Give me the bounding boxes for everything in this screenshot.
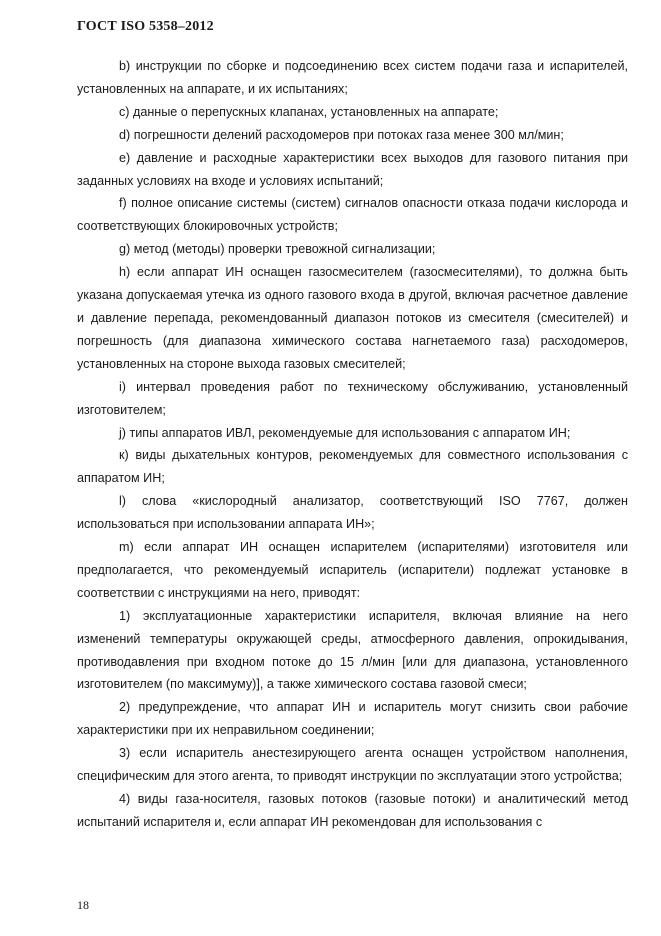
list-item-m: m) если аппарат ИН оснащен испарителем (испарителями) изготовителя или предполагается, что рекомендуемый испаритель (испарители) подлежат установке в соответствии с инструкциями на него, приводят: xyxy=(77,540,628,600)
sub-item-2: 2) предупреждение, что аппарат ИН и испаритель могут снизить свои рабочие характеристики при их неправильном соединении; xyxy=(77,700,628,738)
list-item-i: i) интервал проведения работ по техническому обслуживанию, установленный изготовителем; xyxy=(77,379,628,417)
sub-item-4: 4) виды газа-носителя, газовых потоков (газовые потоки) и аналитический метод испытаний испарителя и, если аппарат ИН рекомендован для использования с xyxy=(77,792,628,829)
list-item-l: l) слова «кислородный анализатор, соответствующий ISO 7767, должен использоваться при использовании аппарата ИН»; xyxy=(77,494,628,532)
list-item-b: b) инструкции по сборке и подсоединению всех систем подачи газа и испарителей, установленных на аппарате, и их испытаниях; xyxy=(77,59,628,96)
list-item-j: j) типы аппаратов ИВЛ, рекомендуемые для использования с аппаратом ИН; xyxy=(119,425,571,440)
list-item-d: d) погрешности делений расходомеров при потоках газа менее 300 мл/мин; xyxy=(119,127,564,142)
document-header: ГОСТ ISO 5358–2012 xyxy=(77,19,214,34)
document-body xyxy=(77,55,628,834)
sub-item-1: 1) эксплуатационные характеристики испарителя, включая влияние на него изменений температуры окружающей среды, атмосферного давления, опрокидывания, противодавления при входном потоке до 15 л/мин [или для диапазона, установленного изготовителем (по максимуму)], а также химического состава газовой смеси; xyxy=(77,608,628,692)
list-item-e: e) давление и расходные характеристики всех выходов для газового питания при заданных условиях на входе и условиях испытаний; xyxy=(77,150,628,188)
page-number: 18 xyxy=(77,898,89,912)
list-item-c: c) данные о перепускных клапанах, установленных на аппарате; xyxy=(119,104,499,119)
sub-item-3: 3) если испаритель анестезирующего агента оснащен устройством наполнения, специфическим для этого агента, то приводят инструкции по эксплуатации этого устройства; xyxy=(77,746,628,784)
list-item-f: f) полное описание системы (систем) сигналов опасности отказа подачи кислорода и соответствующих блокировочных устройств; xyxy=(77,196,628,234)
list-item-k: к) виды дыхательных контуров, рекомендуемых для совместного использования с аппаратом ИН; xyxy=(77,448,628,486)
list-item-g: g) метод (методы) проверки тревожной сигнализации; xyxy=(119,242,436,257)
list-item-h: h) если аппарат ИН оснащен газосмесителем (газосмесителями), то должна быть указана допускаемая утечка из одного газового входа в другой, включая расчетное давление и давление перепада, рекомендованный диапазон потоков из смесителя (смесителей) и погрешность (для диапазона химического состава нагнетаемого газа) расходомеров, установленных на стороне выхода газовых смесителей; xyxy=(77,265,628,371)
